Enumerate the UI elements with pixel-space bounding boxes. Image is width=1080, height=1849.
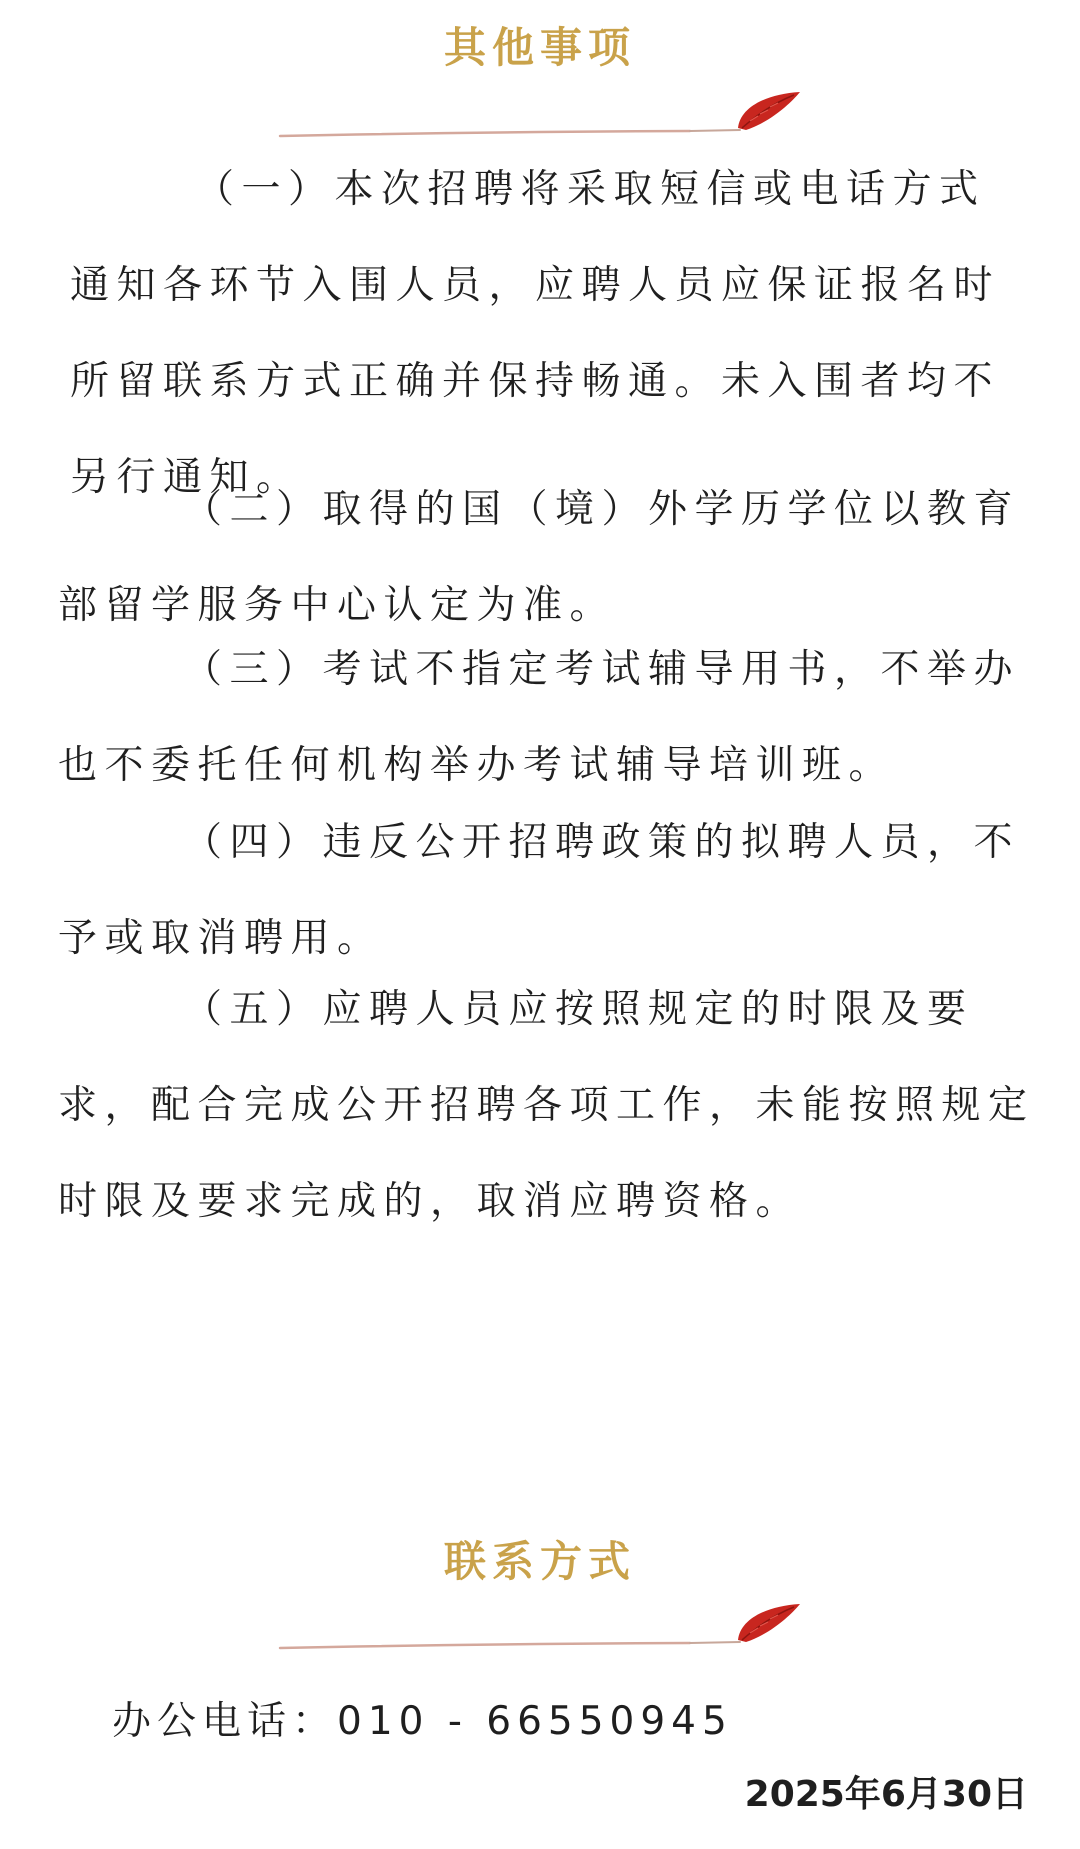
paragraph-item-4: [58, 795, 1038, 987]
paragraph-item-1-body: 知各环节入围人员，应聘人员应保证报名时所留联系方式正确并保持畅通。未入围者均不另行通知。: [70, 263, 1001, 500]
paragraph-item-2-body: 部留学服务中心认定为准。: [58, 583, 617, 628]
paragraph-item-5-body: 求，配合完成公开招聘各项工作，未能按照规定时限及要求完成的，取消应聘资格。: [58, 1083, 1035, 1224]
paragraph-item-3-body: 也不委托任何机构举办考试辅导培训班。: [58, 743, 896, 788]
paragraph-item-4-body: 予或取消聘用。: [58, 916, 384, 961]
paragraph-item-5-lead: （五）应聘人员应按照规定的时限及要: [183, 987, 974, 1032]
quill-divider-icon: [270, 1600, 830, 1660]
quill-divider-icon: [270, 88, 830, 148]
paragraph-item-3: [58, 622, 1038, 814]
section-title-other-matters: 其他事项: [443, 23, 636, 72]
paragraph-item-4-lead: （四）违反公开招聘政策的拟聘人员，不: [183, 820, 1021, 865]
paragraph-item-3-lead: （三）考试不指定考试辅导用书，不举办: [183, 647, 1021, 692]
paragraph-item-1-lead: （一）本次招聘将采取短信或电话方式通: [70, 167, 986, 308]
publish-date: 2025年6月30日: [744, 1774, 1028, 1815]
office-phone[interactable]: 办公电话：010 - 66550945: [112, 1699, 733, 1744]
paragraph-item-5: [58, 962, 1038, 1250]
paragraph-item-2-lead: （二）取得的国（境）外学历学位以教育: [183, 487, 1021, 532]
section-title-contact: 联系方式: [443, 1537, 636, 1586]
